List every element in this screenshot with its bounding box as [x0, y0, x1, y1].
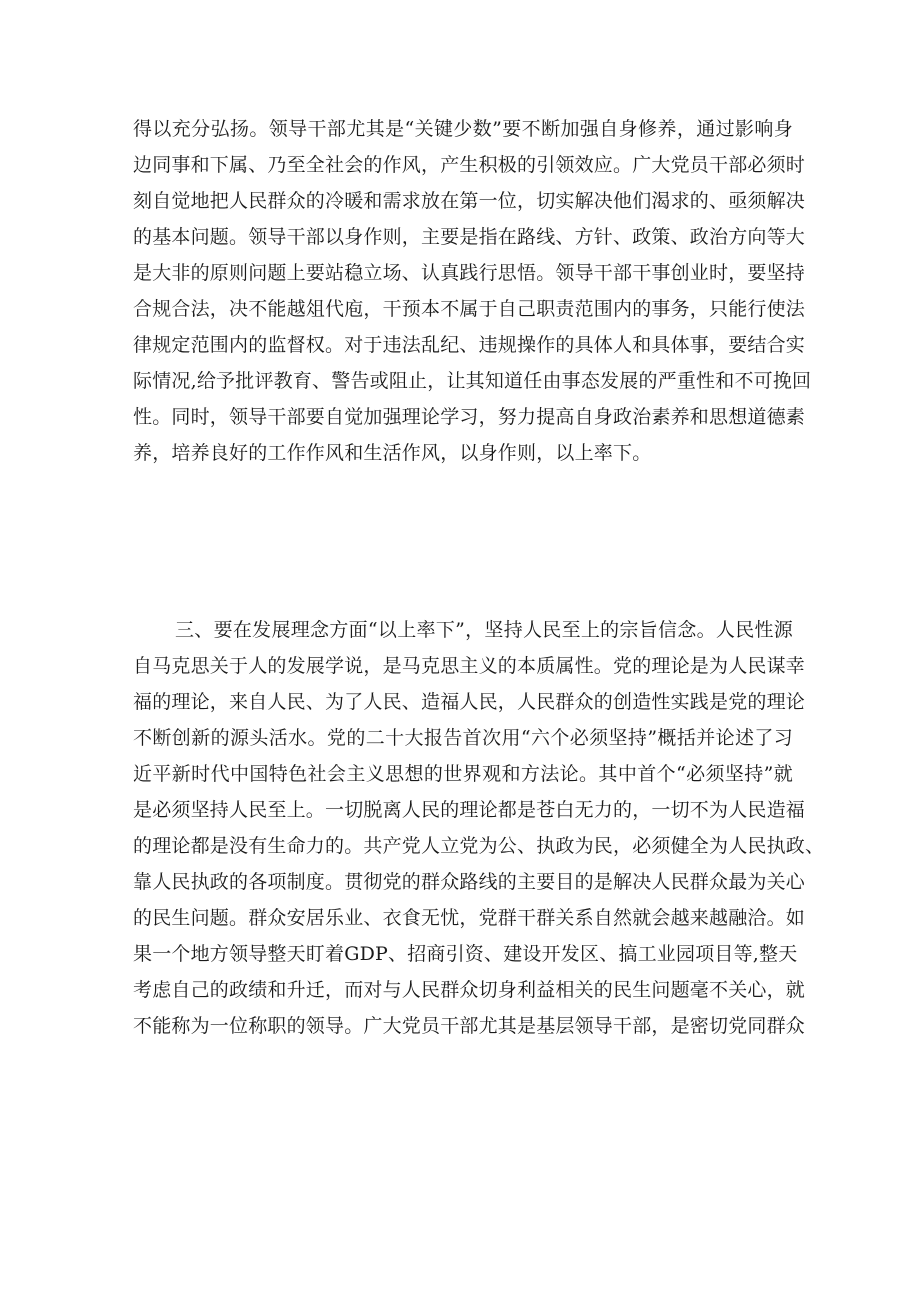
text-line: 靠人民执政的各项制度。贯彻党的群众路线的主要目的是解决人民群众最为关心 — [133, 871, 806, 893]
text-line: 近平新时代中国特色社会主义思想的世界观和方法论。其中首个“必须坚持”就 — [133, 763, 793, 785]
text-line: 不能称为一位称职的领导。广大党员干部尤其是基层领导干部，是密切党同群众 — [133, 1015, 806, 1037]
text-line: 得以充分弘扬。领导干部尤其是“关键少数”要不断加强自身修养，通过影响身 — [133, 118, 793, 140]
text-line: 的理论都是没有生命力的。共产党人立党为公、执政为民，必须健全为人民执政、 — [133, 835, 825, 857]
text-line: 律规定范围内的监督权。对于违法乱纪、违规操作的具体人和具体事，要结合实 — [133, 334, 806, 356]
text-line: 果一个地方领导整天盯着GDP、招商引资、建设开发区、搞工业园项目等,整天 — [133, 943, 798, 965]
text-line: 是必须坚持人民至上。一切脱离人民的理论都是苍白无力的，一切不为人民造福 — [133, 799, 806, 821]
text-line: 自马克思关于人的发展学说，是马克思主义的本质属性。党的理论是为人民谋幸 — [133, 655, 806, 677]
section-heading-line: 三、要在发展理念方面“以上率下”，坚持人民至上的宗旨信念。人民性源 — [175, 619, 793, 641]
text-line: 合规合法，决不能越俎代庖，干预本不属于自己职责范围内的事务，只能行使法 — [133, 298, 806, 320]
text-line: 福的理论，来自人民、为了人民、造福人民，人民群众的创造性实践是党的理论 — [133, 691, 806, 713]
text-line: 性。同时，领导干部要自觉加强理论学习，努力提高自身政治素养和思想道德素 — [133, 406, 806, 428]
text-line: 考虑自己的政绩和升迁，而对与人民群众切身利益相关的民生问题毫不关心，就 — [133, 979, 806, 1001]
paragraph-leadership-example — [133, 111, 812, 471]
text-line: 刻自觉地把人民群众的冷暖和需求放在第一位，切实解决他们渴求的、亟须解决 — [133, 190, 806, 212]
text-line: 边同事和下属、乃至全社会的作风，产生积极的引领效应。广大党员干部必须时 — [133, 154, 806, 176]
paragraph-section-three — [133, 612, 825, 1044]
text-line: 的基本问题。领导干部以身作则，主要是指在路线、方针、政策、政治方向等大 — [133, 226, 806, 248]
text-line: 际情况,给予批评教育、警告或阻止，让其知道任由事态发展的严重性和不可挽回 — [133, 370, 812, 392]
text-line: 养，培养良好的工作作风和生活作风，以身作则，以上率下。 — [133, 442, 652, 464]
text-line: 的民生问题。群众安居乐业、衣食无忧，党群干群关系自然就会越来越融洽。如 — [133, 907, 806, 929]
text-line: 是大非的原则问题上要站稳立场、认真践行思悟。领导干部干事创业时，要坚持 — [133, 262, 806, 284]
text-line: 不断创新的源头活水。党的二十大报告首次用“六个必须坚持”概括并论述了习 — [133, 727, 793, 749]
